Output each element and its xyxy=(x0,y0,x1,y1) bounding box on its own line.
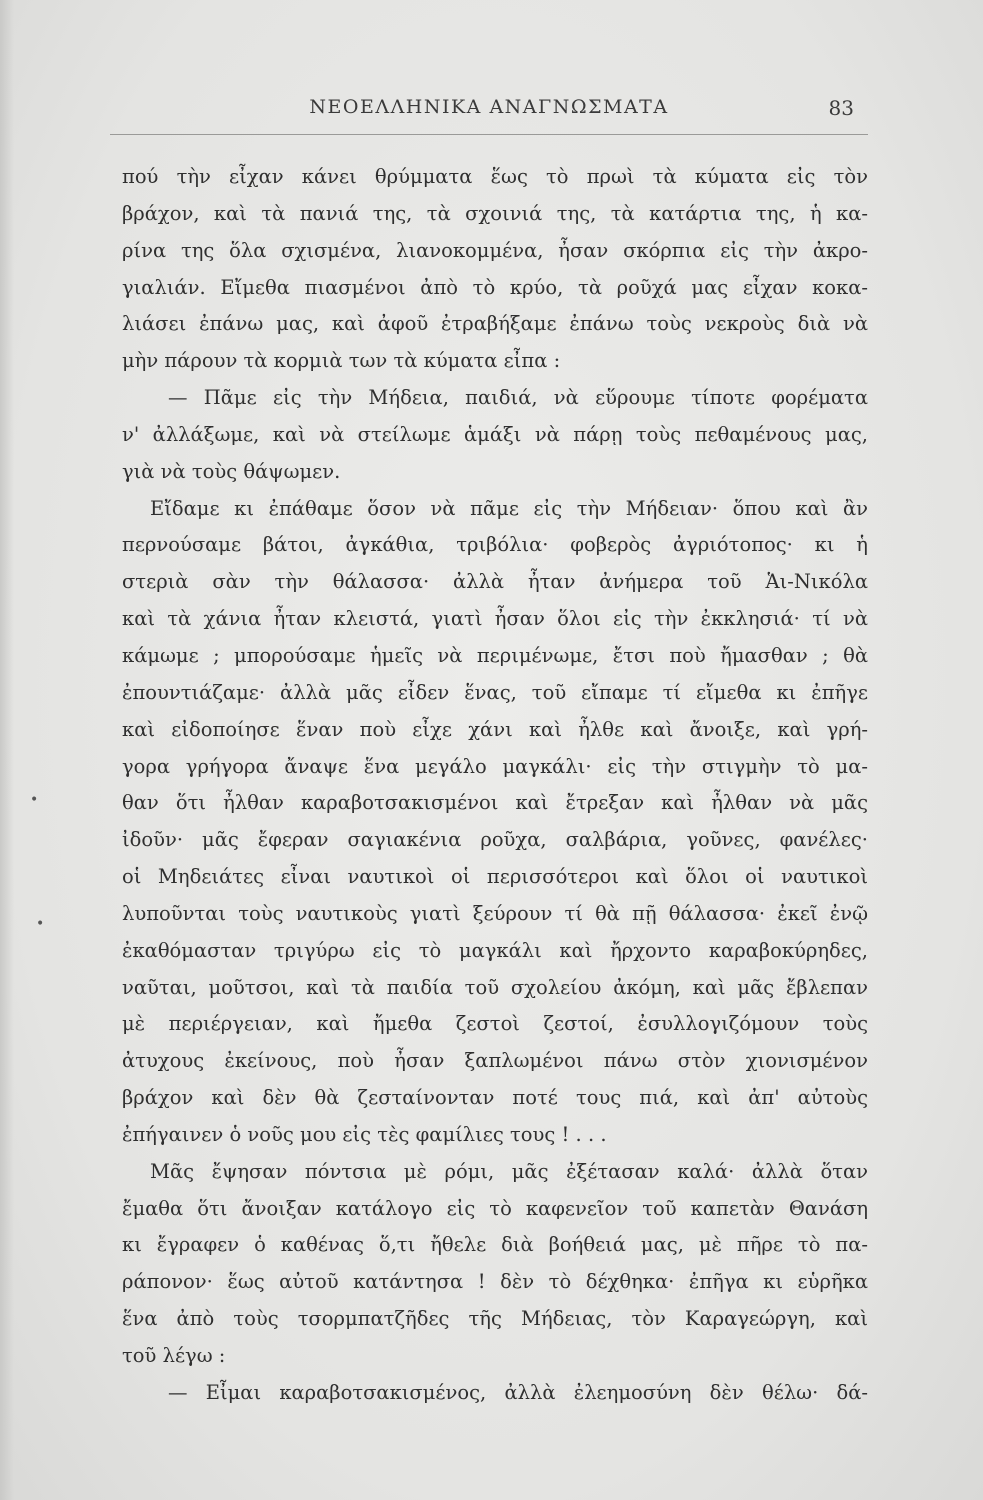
text-line: Εἴδαμε κι ἐπάθαμε ὅσον νὰ πᾶμε εἰς τὴν Μήδειαν· ὅπου καὶ ἂν xyxy=(150,496,868,520)
margin-dot: • xyxy=(36,916,45,932)
text-line: πού τὴν εἶχαν κάνει θρύμματα ἕως τὸ πρωὶ τὰ κύματα εἰς τὸν xyxy=(122,165,868,188)
text-line: μὴν πάρουν τὰ κορμιὰ των τὰ κύματα εἶπα : xyxy=(122,349,561,373)
text-line: γιὰ νὰ τοὺς θάψωμεν. xyxy=(122,459,341,483)
text-line: θαν ὅτι ἦλθαν καραβοτσακισμένοι καὶ ἔτρεξαν καὶ ἦλθαν νὰ μᾶς xyxy=(122,791,868,815)
text-line: περνούσαμε βάτοι, ἀγκάθια, τριβόλια· φοβερὸς ἀγριότοπος· κι ἡ xyxy=(122,533,868,557)
text-line: τοῦ λέγω : xyxy=(122,1344,226,1367)
running-title: ΝΕΟΕΛΛΗΝΙΚΑ ΑΝΑΓΝΩΣΜΑΤΑ xyxy=(309,96,669,118)
text-line: ἕνα ἀπὸ τοὺς τσορμπατζῆδες τῆς Μήδειας, τὸν Καραγεώργη, καὶ xyxy=(122,1307,868,1331)
text-line: — Πᾶμε εἰς τὴν Μήδεια, παιδιά, νὰ εὕρουμε τίποτε φορέματα xyxy=(168,386,868,410)
page-gutter-shadow xyxy=(0,0,14,1500)
text-line: ρίνα της ὅλα σχισμένα, λιανοκομμένα, ἦσαν σκόρπια εἰς τὴν ἀκρο- xyxy=(122,238,868,262)
body-text xyxy=(122,159,868,1412)
text-line: ἐπήγαινεν ὁ νοῦς μου εἰς τὲς φαμίλιες τους ! . . . xyxy=(122,1122,607,1146)
text-line: ἰδοῦν· μᾶς ἔφεραν σαγιακένια ροῦχα, σαλβάρια, γοῦνες, φανέλες· xyxy=(122,828,868,852)
page-header xyxy=(110,96,868,130)
text-line: οἱ Μηδειάτες εἶναι ναυτικοὶ οἱ περισσότεροι καὶ ὅλοι οἱ ναυτικοὶ xyxy=(122,865,868,889)
text-line: ἀτυχους ἐκείνους, ποὺ ἦσαν ξαπλωμένοι πάνω στὸν χιονισμένον xyxy=(122,1049,868,1073)
text-line: ράπονον· ἕως αὐτοῦ κατάντησα ! δὲν τὸ δέχθηκα· ἐπῆγα κι εὑρῆκα xyxy=(122,1270,868,1294)
text-line: — Εἶμαι καραβοτσακισμένος, ἀλλὰ ἐλεημοσύνη δὲν θέλω· δά- xyxy=(168,1380,868,1404)
text-line: κι ἔγραφεν ὁ καθένας ὅ,τι ἤθελε διὰ βοήθειά μας, μὲ πῆρε τὸ πα- xyxy=(122,1233,868,1257)
text-line: ἔμαθα ὅτι ἄνοιξαν κατάλογο εἰς τὸ καφενεῖον τοῦ καπετὰν Θανάση xyxy=(122,1196,868,1220)
text-line: ἐκαθόμασταν τριγύρω εἰς τὸ μαγκάλι καὶ ἤρχοντο καραβοκύρηδες, xyxy=(122,938,868,962)
text-line: καὶ τὰ χάνια ἦταν κλειστά, γιατὶ ἦσαν ὅλοι εἰς τὴν ἐκκλησιά· τί νὰ xyxy=(122,607,868,631)
text-line: ν' ἀλλάξωμε, καὶ νὰ στείλωμε ἁμάξι νὰ πάρῃ τοὺς πεθαμένους μας, xyxy=(122,422,868,446)
text-line: στεριὰ σὰν τὴν θάλασσα· ἀλλὰ ἦταν ἀνήμερα τοῦ Ἁι-Νικόλα xyxy=(122,570,868,594)
page-number: 83 xyxy=(828,96,854,120)
text-line: ἐπουντιάζαμε· ἀλλὰ μᾶς εἶδεν ἕνας, τοῦ εἴπαμε τί εἴμεθα κι ἐπῆγε xyxy=(122,680,868,704)
text-line: μὲ περιέργειαν, καὶ ἤμεθα ζεστοὶ ζεστοί, ἐσυλλογιζόμουν τοὺς xyxy=(122,1012,868,1036)
text-line: γορα γρήγορα ἄναψε ἕνα μεγάλο μαγκάλι· εἰς τὴν στιγμὴν τὸ μα- xyxy=(122,754,868,778)
text-line: βράχον καὶ δὲν θὰ ζεσταίνονταν ποτέ τους πιά, καὶ ἀπ' αὐτοὺς xyxy=(122,1086,868,1110)
text-line: Μᾶς ἔψησαν πόντσια μὲ ρόμι, μᾶς ἐξέτασαν καλά· ἀλλὰ ὅταν xyxy=(150,1159,868,1183)
text-line: ναῦται, μοῦτσοι, καὶ τὰ παιδία τοῦ σχολείου ἀκόμη, καὶ μᾶς ἔβλεπαν xyxy=(122,975,868,999)
text-line: λυποῦνται τοὺς ναυτικοὺς γιατὶ ξεύρουν τί θὰ πῇ θάλασσα· ἐκεῖ ἐνῷ xyxy=(122,901,868,925)
text-line: βράχον, καὶ τὰ πανιά της, τὰ σχοινιά της, τὰ κατάρτια της, ἡ κα- xyxy=(122,201,868,225)
header-rule xyxy=(110,134,868,135)
text-line: καὶ εἰδοποίησε ἕναν ποὺ εἶχε χάνι καὶ ἦλθε καὶ ἄνοιξε, καὶ γρή- xyxy=(122,717,868,741)
text-line: γιαλιάν. Εἴμεθα πιασμένοι ἀπὸ τὸ κρύο, τὰ ροῦχά μας εἶχαν κοκα- xyxy=(122,275,868,299)
margin-dot: • xyxy=(30,792,39,808)
text-line: κάμωμε ; μπορούσαμε ἡμεῖς νὰ περιμένωμε, ἔτσι ποὺ ἤμασθαν ; θὰ xyxy=(122,643,868,667)
text-line: λιάσει ἐπάνω μας, καὶ ἀφοῦ ἐτραβήξαμε ἐπάνω τοὺς νεκροὺς διὰ νὰ xyxy=(122,312,868,336)
